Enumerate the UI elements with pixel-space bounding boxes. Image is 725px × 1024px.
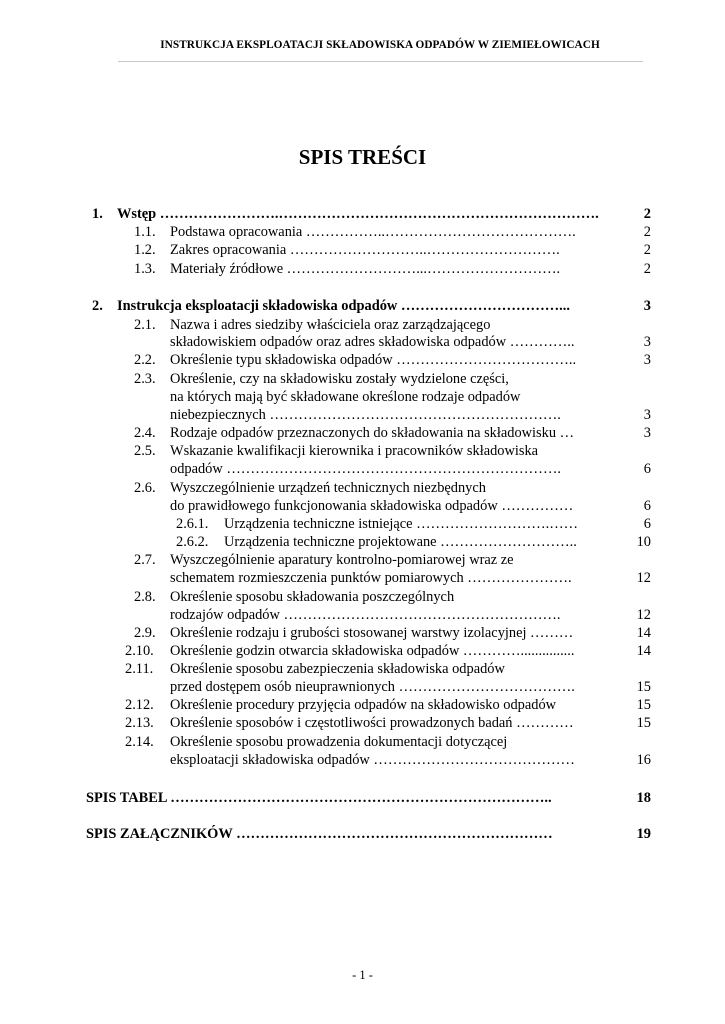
toc-title-line1: Określenie sposobu składowania poszczególnych: [170, 589, 455, 605]
toc-title: Instrukcja eksploatacji składowiska odpadów ……………………………...: [117, 298, 570, 314]
toc-title-line2: odpadów …………………………………………………………….: [170, 461, 561, 477]
toc-title-line1: Wskazanie kwalifikacji kierownika i pracowników składowiska: [170, 443, 539, 459]
toc-title: Urządzenia techniczne projektowane ………………………..: [224, 534, 577, 550]
toc-title-line2: do prawidłowego funkcjonowania składowiska odpadów ……………: [170, 498, 574, 514]
toc-page: 12: [636, 607, 651, 623]
running-header: INSTRUKCJA EKSPLOATACJI SKŁADOWISKA ODPADÓW W ZIEMIEŁOWICACH: [160, 39, 600, 51]
toc-title: Wstęp …………………….………………………………………………………….: [117, 206, 599, 222]
toc-title-line2: składowiskiem odpadów oraz adres składowiska odpadów …………..: [170, 334, 575, 350]
toc-title: Materiały źródłowe ………………………...……………………….: [170, 261, 561, 277]
toc-title: Zakres opracowania ………………………..……………………….: [170, 242, 560, 258]
toc-title: Określenie rodzaju i grubości stosowanej warstwy izolacyjnej ………: [170, 625, 574, 641]
toc-title: SPIS ZAŁĄCZNIKÓW …………………………………………………………: [86, 826, 553, 842]
toc-title-line2: przed dostępem osób nieuprawnionych ……………………………….: [170, 679, 575, 695]
toc-title-line2: schematem rozmieszczenia punktów pomiarowych ………………….: [170, 570, 572, 586]
toc-page: 15: [636, 679, 651, 695]
toc-page: 12: [636, 570, 651, 586]
toc-number: 2.3.: [134, 371, 156, 387]
toc-title: Określenie procedury przyjęcia odpadów na składowisko odpadów: [170, 697, 557, 713]
toc-number: 2.6.2.: [176, 534, 209, 550]
toc-page: 14: [636, 625, 651, 641]
toc-page: 3: [643, 407, 651, 423]
toc-page: 19: [636, 826, 651, 842]
toc-title: Określenie typu składowiska odpadów ………………………………..: [170, 352, 577, 368]
page-number: - 1 -: [352, 968, 373, 982]
toc-page: 15: [636, 715, 651, 731]
toc-page: 16: [636, 752, 651, 768]
toc-title-line2: eksploatacji składowiska odpadów ……………………………………: [170, 752, 575, 768]
toc-number: 1.2.: [134, 242, 156, 258]
toc-page: 18: [636, 790, 651, 806]
toc-title-line1: Wyszczególnienie aparatury kontrolno-pomiarowej wraz ze: [170, 552, 514, 568]
header-rule: [118, 61, 643, 62]
toc-number: 2.13.: [125, 715, 154, 731]
toc-number: 2.7.: [134, 552, 156, 568]
toc-title-line1: Wyszczególnienie urządzeń technicznych niezbędnych: [170, 480, 486, 496]
toc-number: 1.3.: [134, 261, 156, 277]
toc-page: 6: [643, 516, 651, 532]
toc-page: 14: [636, 643, 651, 659]
toc-number: 2.4.: [134, 425, 156, 441]
toc-page: 15: [636, 697, 651, 713]
toc-title-line1: Określenie sposobu prowadzenia dokumentacji dotyczącej: [170, 734, 508, 750]
toc-page: 2: [643, 242, 651, 258]
toc-page: 3: [643, 298, 651, 314]
toc-title: Określenie godzin otwarcia składowiska odpadów …………...............: [170, 643, 575, 659]
toc-number: 2.12.: [125, 697, 154, 713]
toc-number: 2.11.: [125, 661, 154, 677]
toc-number: 2.6.1.: [176, 516, 209, 532]
toc-page: 3: [643, 425, 651, 441]
toc-number: 2.2.: [134, 352, 156, 368]
toc-page: 6: [643, 498, 651, 514]
toc-title: Urządzenia techniczne istniejące ……………………….……: [224, 516, 579, 532]
toc-page: 2: [643, 206, 651, 222]
toc-title: Rodzaje odpadów przeznaczonych do składowania na składowisku …: [170, 425, 575, 441]
toc-number: 2.8.: [134, 589, 156, 605]
toc-number: 1.1.: [134, 224, 156, 240]
toc-page: 3: [643, 352, 651, 368]
toc-page: 2: [643, 224, 651, 240]
toc-title-line3: niebezpiecznych …………………………………………………….: [170, 407, 561, 423]
toc-number: 2.5.: [134, 443, 156, 459]
toc-page: 10: [636, 534, 651, 550]
toc-number: 2.6.: [134, 480, 156, 496]
toc-title-line1: Określenie sposobu zabezpieczenia składowiska odpadów: [170, 661, 505, 677]
toc-page: 6: [643, 461, 651, 477]
page-title: SPIS TREŚCI: [298, 145, 427, 169]
toc-page: 2: [643, 261, 651, 277]
toc-number: 2.: [92, 298, 103, 314]
toc-title: SPIS TABEL ……………………………………………………………………..: [86, 790, 552, 806]
toc-number: 2.10.: [125, 643, 154, 659]
toc-number: 2.14.: [125, 734, 154, 750]
toc-title: Określenie sposobów i częstotliwości prowadzonych badań …………: [170, 715, 574, 731]
toc-title: Podstawa opracowania ……………..………………………………….: [170, 224, 576, 240]
toc-title-line1: Nazwa i adres siedziby właściciela oraz zarządzającego: [170, 317, 491, 333]
toc-number: 1.: [92, 206, 103, 222]
toc-page: 3: [643, 334, 651, 350]
toc-title-line2: rodzajów odpadów ………………………………………………….: [170, 607, 561, 623]
toc-title-line1: Określenie, czy na składowisku zostały wydzielone części,: [170, 371, 509, 387]
toc-title-line2: na których mają być składowane określone rodzaje odpadów: [170, 389, 521, 405]
toc-number: 2.1.: [134, 317, 156, 333]
toc-number: 2.9.: [134, 625, 156, 641]
